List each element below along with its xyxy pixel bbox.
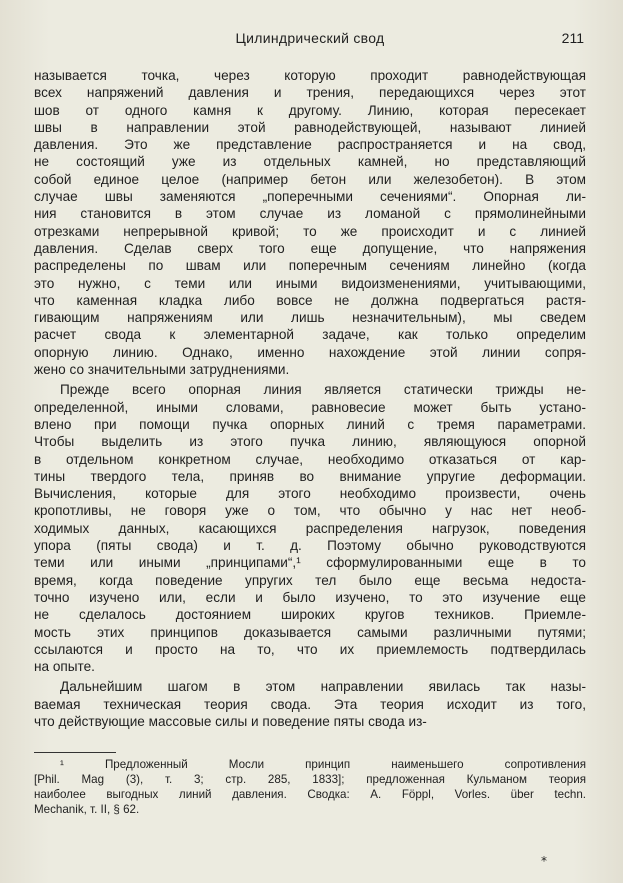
text-line: мость этих принципов доказывается самыми различными путями; [34,624,586,640]
footnote-line: Mechanik, т. II, § 62. [34,803,140,816]
text-line: называется точка, через которую проходит равнодействующая [34,68,586,83]
text-line: ходимых данных, касающихся распределения нагрузок, поведения [34,520,586,536]
text-line: в отдельном конкретном случае, необходимо отказаться от кар- [34,451,586,467]
text-line: кропотливы, не говоря уже о том, что обычно у нас нет необ- [34,503,586,519]
text-line: время, когда поведение упругих тел было еще весьма недоста- [34,572,586,588]
text-line: определенной, иными словами, равновесие может быть устано- [34,399,586,415]
text-line: ния становится в этом случае из ломаной с прямолинейными [34,206,586,222]
text-line: собой единое целое (например бетон или железобетон). В этом [34,171,586,187]
footnote-line: наиболее выгодных линий давления. Сводка: A. Föppl, Vorles. über techn. [34,788,586,801]
text-line: отрезками непрерывной кривой; то же происходит и с линией [34,223,586,239]
text-line: не сделалось достоянием широких кругов техников. Приемле- [34,607,586,623]
footnote-line: [Phil. Mag (3), т. 3; стр. 285, 1833]; предложенная Кульманом теория [34,773,586,786]
text-line: швы в направлении этой равнодействующей, называют линией [34,119,586,135]
text-line: давления. Это же представление распространяется и на свод, [34,137,586,153]
running-title: Цилиндрический свод [235,30,385,46]
text-line: ваемая техническая теория свода. Эта теория исходит из того, [34,696,586,712]
text-line: что каменная кладка либо вовсе не должна подвергаться растя- [34,292,586,308]
footnote-rule [34,752,116,753]
page-header [36,30,584,52]
paragraph [34,381,586,675]
text-line: жено со значительными затруднениями. [34,362,290,378]
text-line: на опыте. [34,659,95,675]
corner-mark: * [541,854,547,868]
text-line: гивающим напряжениям или лишь незначительным), мы сведем [34,310,586,326]
text-line: давления. Сделав сверх того еще допущение, что напряжения [34,240,586,256]
text-line: Дальнейшим шагом в этом направлении явилась так назы- [60,679,586,695]
text-line: тины твердого тела, приняв во внимание упругие деформации. [34,468,586,484]
text-line: что действующие массовые силы и поведение пяты свода из- [34,713,427,729]
text-line: не состоящий уже из отдельных камней, но представляющий [34,154,586,170]
text-line: это нужно, с теми или иными видоизменениями, учитывающими, [34,275,586,291]
text-line: влено при помощи пучка опорных линий с тремя параметрами. [34,416,586,432]
text-line: Чтобы выделить из этого пучка линию, являющуюся опорной [34,434,586,450]
text-line: точно изучено или, если и было изучено, то это изучение еще [34,589,586,605]
text-line: шов от одного камня к другому. Линию, которая пересекает [34,102,586,118]
footnote-line: ¹ Предложенный Мосли принцип наименьшего сопротивления [60,758,586,771]
paragraph [34,678,586,730]
text-line: расчет свода к элементарной задаче, как только определим [34,327,586,343]
text-line: случае швы заменяются „поперечными сечениями“. Опорная ли- [34,189,586,205]
text-line: ссылаются и просто на то, что их приемлемость подтвердилась [34,641,586,657]
body-text [34,67,586,730]
text-line: теми или иными „принципами“,¹ сформулированными еще в то [34,555,586,571]
text-line: всех напряжений давления и трения, передающихся через этот [34,85,586,101]
text-line: упора (пяты свода) и т. д. Поэтому обычно руководствуются [34,538,586,554]
page-number: 211 [561,30,584,46]
footnote [34,757,586,817]
paragraph [34,67,586,378]
text-line: опорную линию. Однако, именно нахождение этой линии сопря- [34,344,586,360]
text-line: Вычисления, которые для этого необходимо произвести, очень [34,486,586,502]
text-line: Прежде всего опорная линия является статически трижды не- [60,382,586,398]
text-line: распределены по швам или поперечным сечениям линейно (когда [34,258,586,274]
